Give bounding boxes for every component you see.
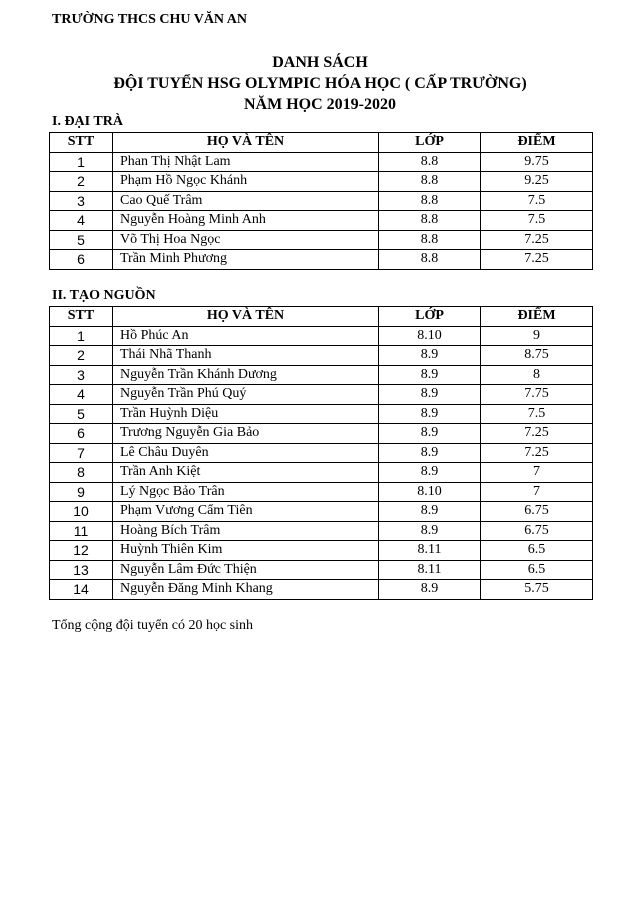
cell-score: 8 xyxy=(481,365,593,385)
cell-score: 7.25 xyxy=(481,250,593,270)
cell-class: 8.8 xyxy=(379,250,481,270)
cell-score: 6.75 xyxy=(481,502,593,522)
table-header-row xyxy=(50,307,593,327)
cell-name: Trương Nguyễn Gia Bảo xyxy=(113,424,379,444)
cell-score: 9 xyxy=(481,326,593,346)
cell-class: 8.11 xyxy=(379,560,481,580)
cell-score: 7 xyxy=(481,463,593,483)
table-row xyxy=(50,191,593,211)
header-class: LỚP xyxy=(379,133,481,153)
table-row xyxy=(50,580,593,600)
cell-class: 8.8 xyxy=(379,172,481,192)
cell-name: Trần Huỳnh Diệu xyxy=(113,404,379,424)
table-row xyxy=(50,482,593,502)
cell-score: 6.75 xyxy=(481,521,593,541)
cell-class: 8.9 xyxy=(379,443,481,463)
cell-name: Phạm Vương Cẩm Tiên xyxy=(113,502,379,522)
cell-stt: 1 xyxy=(50,326,113,346)
table-row xyxy=(50,385,593,405)
cell-stt: 14 xyxy=(50,580,113,600)
cell-score: 6.5 xyxy=(481,541,593,561)
table-row xyxy=(50,521,593,541)
cell-stt: 11 xyxy=(50,521,113,541)
cell-stt: 8 xyxy=(50,463,113,483)
cell-stt: 13 xyxy=(50,560,113,580)
table-tao-nguon xyxy=(49,306,593,600)
table-row xyxy=(50,172,593,192)
cell-name: Nguyễn Lâm Đức Thiện xyxy=(113,560,379,580)
cell-class: 8.8 xyxy=(379,230,481,250)
cell-class: 8.9 xyxy=(379,502,481,522)
cell-stt: 7 xyxy=(50,443,113,463)
section-1-title: I. ĐẠI TRÀ xyxy=(52,114,123,129)
cell-score: 7.25 xyxy=(481,424,593,444)
table-row xyxy=(50,230,593,250)
cell-class: 8.8 xyxy=(379,191,481,211)
cell-name: Thái Nhã Thanh xyxy=(113,346,379,366)
cell-name: Nguyễn Trần Khánh Dương xyxy=(113,365,379,385)
table-header-row xyxy=(50,133,593,153)
table-row xyxy=(50,326,593,346)
cell-stt: 3 xyxy=(50,191,113,211)
footer-total: Tổng cộng đội tuyển có 20 học sinh xyxy=(52,618,254,633)
cell-name: Võ Thị Hoa Ngọc xyxy=(113,230,379,250)
header-score: ĐIỂM xyxy=(481,307,593,327)
title-line-3: NĂM HỌC 2019-2020 xyxy=(244,96,396,113)
cell-name: Trần Minh Phương xyxy=(113,250,379,270)
table-row xyxy=(50,365,593,385)
cell-name: Huỳnh Thiên Kim xyxy=(113,541,379,561)
header-score: ĐIỂM xyxy=(481,133,593,153)
table-row xyxy=(50,346,593,366)
cell-score: 7.5 xyxy=(481,211,593,231)
cell-score: 7.25 xyxy=(481,443,593,463)
cell-name: Nguyễn Đăng Minh Khang xyxy=(113,580,379,600)
table-row xyxy=(50,541,593,561)
title-line-2: ĐỘI TUYỂN HSG OLYMPIC HÓA HỌC ( CẤP TRƯỜNG) xyxy=(113,75,527,92)
cell-name: Hồ Phúc An xyxy=(113,326,379,346)
cell-class: 8.9 xyxy=(379,463,481,483)
title-line-1: DANH SÁCH xyxy=(272,54,368,71)
table-row xyxy=(50,502,593,522)
table-row xyxy=(50,560,593,580)
cell-class: 8.10 xyxy=(379,326,481,346)
cell-stt: 5 xyxy=(50,404,113,424)
cell-class: 8.9 xyxy=(379,580,481,600)
cell-stt: 5 xyxy=(50,230,113,250)
cell-score: 7.5 xyxy=(481,191,593,211)
cell-class: 8.9 xyxy=(379,365,481,385)
table-row xyxy=(50,250,593,270)
cell-name: Cao Quế Trâm xyxy=(113,191,379,211)
cell-name: Nguyễn Trần Phú Quý xyxy=(113,385,379,405)
cell-stt: 3 xyxy=(50,365,113,385)
table-row xyxy=(50,211,593,231)
cell-score: 9.25 xyxy=(481,172,593,192)
header-name: HỌ VÀ TÊN xyxy=(113,307,379,327)
cell-score: 7 xyxy=(481,482,593,502)
table-row xyxy=(50,443,593,463)
cell-class: 8.9 xyxy=(379,404,481,424)
cell-class: 8.9 xyxy=(379,521,481,541)
cell-name: Hoàng Bích Trâm xyxy=(113,521,379,541)
table-dai-tra xyxy=(49,132,593,270)
table-row xyxy=(50,463,593,483)
cell-score: 9.75 xyxy=(481,152,593,172)
cell-class: 8.10 xyxy=(379,482,481,502)
cell-name: Lý Ngọc Bảo Trân xyxy=(113,482,379,502)
table-row xyxy=(50,424,593,444)
cell-score: 6.5 xyxy=(481,560,593,580)
table-row xyxy=(50,404,593,424)
cell-score: 7.5 xyxy=(481,404,593,424)
cell-class: 8.8 xyxy=(379,211,481,231)
cell-name: Nguyễn Hoàng Minh Anh xyxy=(113,211,379,231)
cell-score: 7.25 xyxy=(481,230,593,250)
cell-class: 8.11 xyxy=(379,541,481,561)
cell-score: 7.75 xyxy=(481,385,593,405)
cell-name: Phạm Hồ Ngọc Khánh xyxy=(113,172,379,192)
header-name: HỌ VÀ TÊN xyxy=(113,133,379,153)
header-stt: STT xyxy=(50,307,113,327)
cell-name: Lê Châu Duyên xyxy=(113,443,379,463)
table-row xyxy=(50,152,593,172)
cell-stt: 6 xyxy=(50,424,113,444)
cell-stt: 2 xyxy=(50,346,113,366)
cell-stt: 6 xyxy=(50,250,113,270)
cell-stt: 9 xyxy=(50,482,113,502)
cell-stt: 1 xyxy=(50,152,113,172)
cell-score: 5.75 xyxy=(481,580,593,600)
cell-class: 8.8 xyxy=(379,152,481,172)
cell-stt: 4 xyxy=(50,211,113,231)
cell-stt: 4 xyxy=(50,385,113,405)
cell-stt: 10 xyxy=(50,502,113,522)
header-stt: STT xyxy=(50,133,113,153)
cell-name: Phan Thị Nhật Lam xyxy=(113,152,379,172)
cell-name: Trần Anh Kiệt xyxy=(113,463,379,483)
section-2-title: II. TẠO NGUỒN xyxy=(52,288,156,303)
document-title xyxy=(0,52,640,115)
cell-class: 8.9 xyxy=(379,424,481,444)
school-name: TRƯỜNG THCS CHU VĂN AN xyxy=(52,12,247,27)
cell-class: 8.9 xyxy=(379,385,481,405)
header-class: LỚP xyxy=(379,307,481,327)
cell-class: 8.9 xyxy=(379,346,481,366)
cell-stt: 12 xyxy=(50,541,113,561)
cell-score: 8.75 xyxy=(481,346,593,366)
cell-stt: 2 xyxy=(50,172,113,192)
